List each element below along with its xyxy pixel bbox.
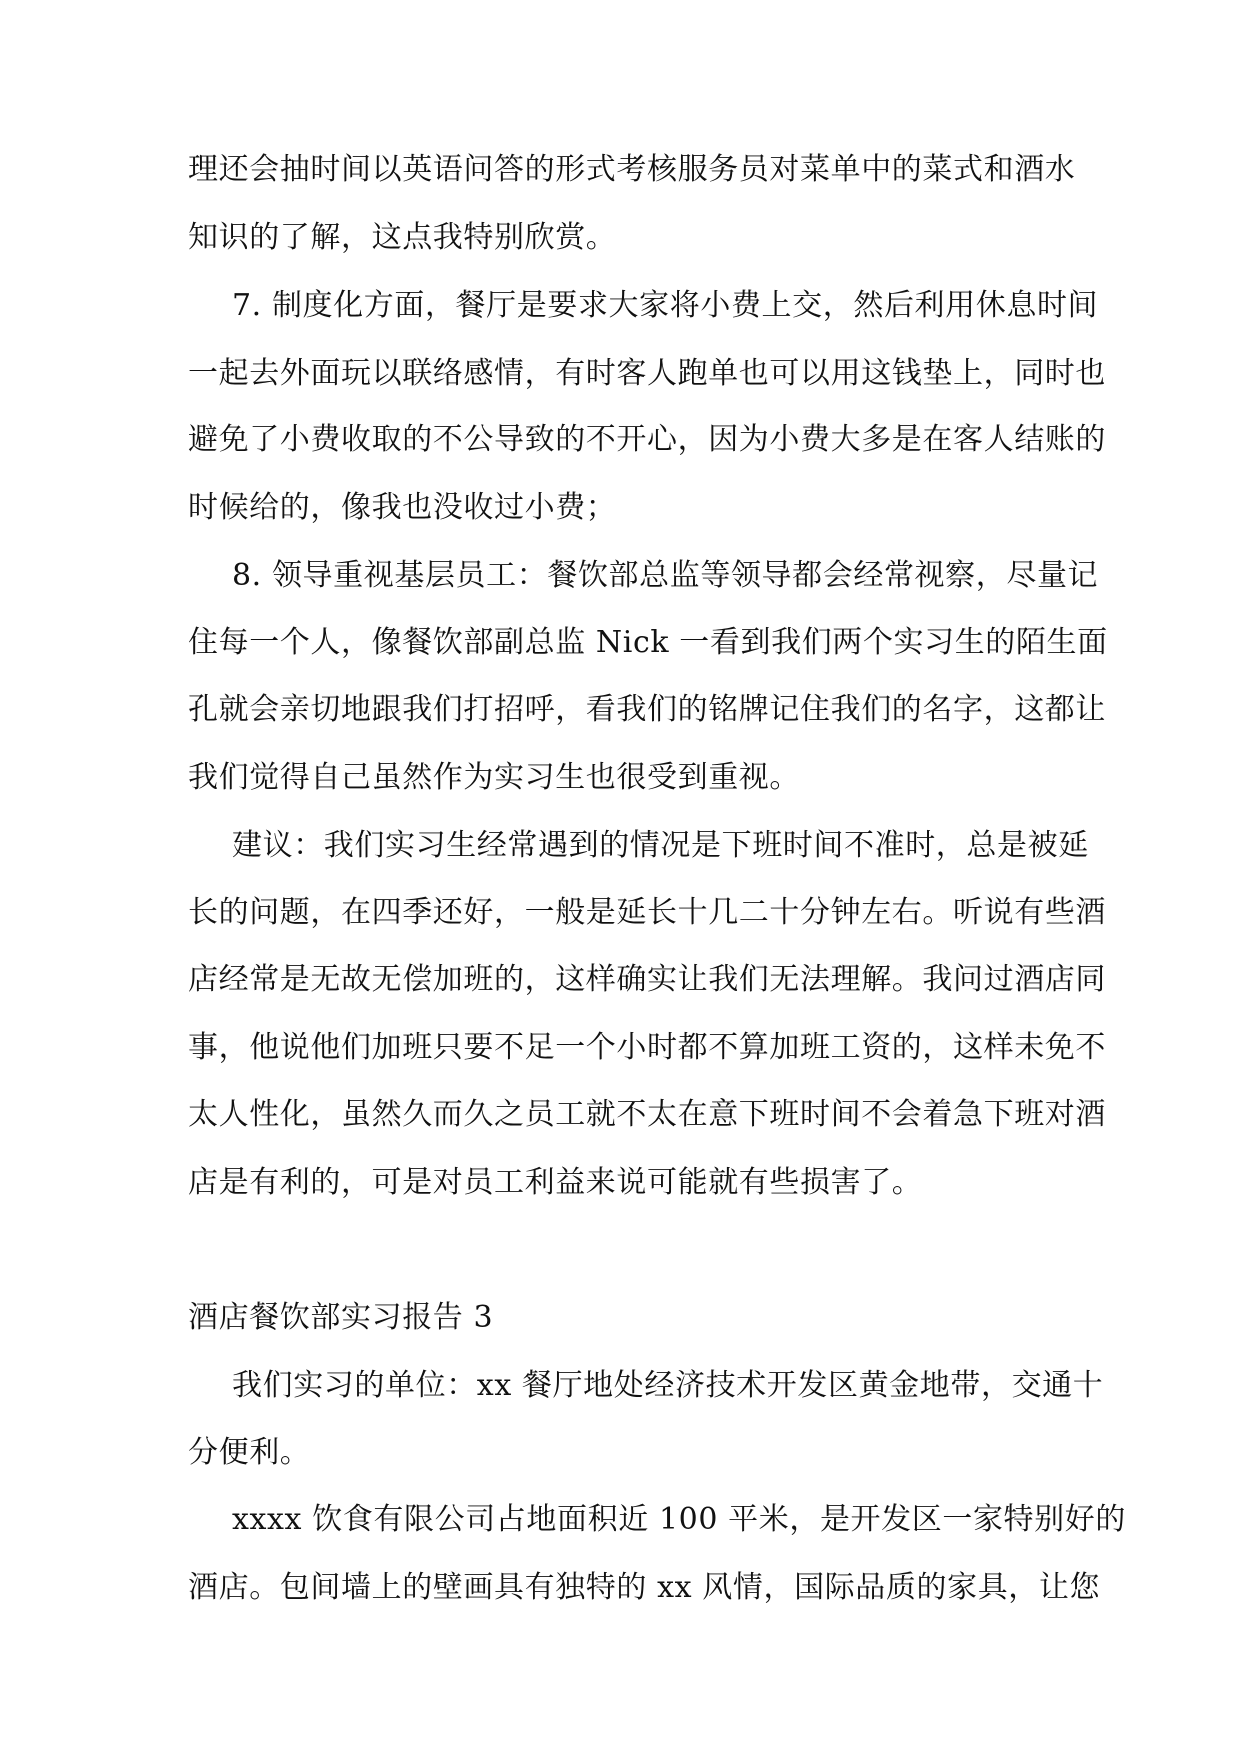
text-line: 店是有利的，可是对员工利益来说可能就有些损害了。 xyxy=(188,1165,923,1200)
text-line: 一起去外面玩以联络感情，有时客人跑单也可以用这钱垫上，同时也 xyxy=(188,356,1106,391)
text-line: 理还会抽时间以英语问答的形式考核服务员对菜单中的菜式和酒水 xyxy=(188,152,1076,187)
text-line: 酒店。包间墙上的壁画具有独特的 xx 风情，国际品质的家具，让您 xyxy=(188,1570,1101,1605)
text-line: 分便利。 xyxy=(188,1435,311,1470)
text-line: 避免了小费收取的不公导致的不开心，因为小费大多是在客人结账的 xyxy=(188,422,1106,457)
text-line: 店经常是无故无偿加班的，这样确实让我们无法理解。我问过酒店同 xyxy=(188,962,1106,997)
text-line: 长的问题，在四季还好，一般是延长十几二十分钟左右。听说有些酒 xyxy=(188,895,1106,930)
text-line: 知识的了解，这点我特别欣赏。 xyxy=(188,220,617,255)
text-line: 8. 领导重视基层员工：餐饮部总监等领导都会经常视察，尽量记 xyxy=(232,558,1099,593)
text-line: xxxx 饮食有限公司占地面积近 100 平米，是开发区一家特别好的 xyxy=(232,1502,1126,1537)
section-title: 酒店餐饮部实习报告 3 xyxy=(188,1300,494,1335)
text-line: 我们觉得自己虽然作为实习生也很受到重视。 xyxy=(188,760,800,795)
text-line: 事，他说他们加班只要不足一个小时都不算加班工资的，这样未免不 xyxy=(188,1030,1106,1065)
text-line: 我们实习的单位：xx 餐厅地处经济技术开发区黄金地带，交通十 xyxy=(232,1368,1104,1403)
text-line: 建议：我们实习生经常遇到的情况是下班时间不准时，总是被延 xyxy=(232,828,1089,863)
text-line: 7. 制度化方面，餐厅是要求大家将小费上交，然后利用休息时间 xyxy=(232,288,1099,323)
text-line: 孔就会亲切地跟我们打招呼，看我们的铭牌记住我们的名字，这都让 xyxy=(188,692,1106,727)
text-line: 时候给的，像我也没收过小费； xyxy=(188,490,617,525)
text-line: 太人性化，虽然久而久之员工就不太在意下班时间不会着急下班对酒 xyxy=(188,1097,1106,1132)
text-line: 住每一个人，像餐饮部副总监 Nick 一看到我们两个实习生的陌生面 xyxy=(188,625,1108,660)
